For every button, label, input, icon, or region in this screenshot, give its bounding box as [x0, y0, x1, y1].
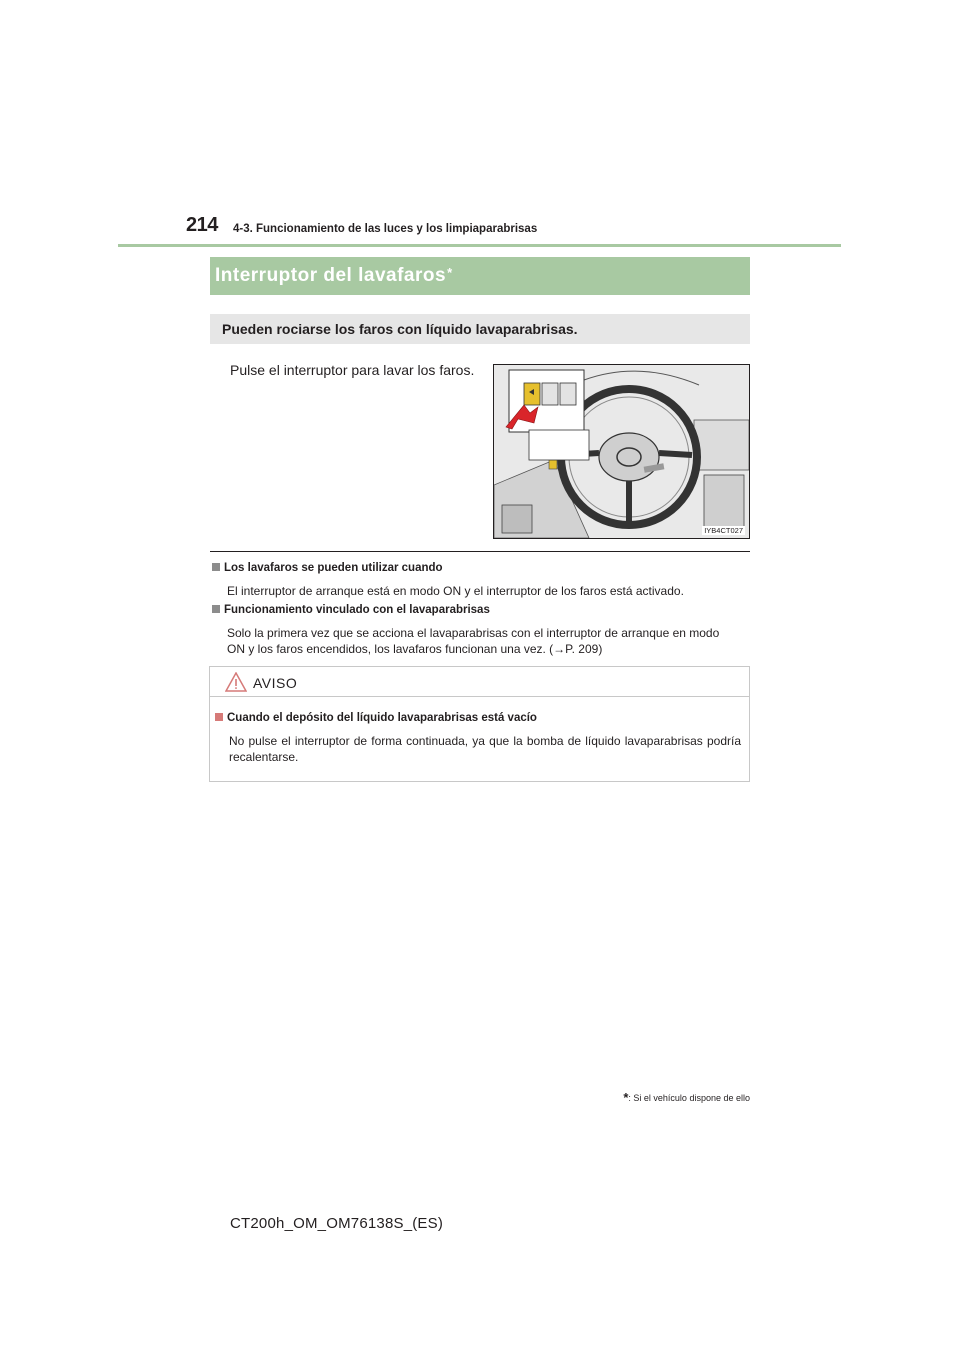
warning-title: AVISO: [253, 675, 298, 691]
instruction-text: Pulse el interruptor para lavar los faros.: [230, 362, 475, 378]
steering-wheel-illustration: [494, 365, 749, 538]
header-rule: [118, 244, 841, 247]
page-number: 214: [186, 214, 218, 236]
warning-header-rule: [210, 696, 749, 697]
title-bar: [210, 257, 750, 295]
square-bullet-icon: [215, 713, 223, 721]
page-title: Interruptor del lavafaros*: [215, 265, 453, 286]
notes-divider: [210, 551, 750, 552]
square-bullet-icon: [212, 605, 220, 613]
warning-item-heading: Cuando el depósito del líquido lavaparabrisas está vacío: [215, 712, 537, 724]
note-heading: Los lavafaros se pueden utilizar cuando: [212, 562, 443, 574]
note-body: Solo la primera vez que se acciona el lavaparabrisas con el interruptor de arranque en modo ON y los faros encendidos, los lavafaros funcionan una vez. (→P. 209): [227, 626, 720, 656]
summary-bar: Pueden rociarse los faros con líquido lavaparabrisas.: [210, 314, 750, 344]
note-heading: Funcionamiento vinculado con el lavaparabrisas: [212, 604, 490, 616]
footnote: *: Si el vehículo dispone de ello: [623, 1090, 750, 1105]
square-bullet-icon: [212, 563, 220, 571]
warning-item-body: No pulse el interruptor de forma continuada, ya que la bomba de líquido lavaparabrisas podría recalentarse.: [229, 734, 741, 764]
asterisk-icon: *: [447, 265, 453, 280]
dashboard-illustration: [493, 364, 750, 539]
warning-box: [209, 666, 750, 782]
document-code: CT200h_OM_OM76138S_(ES): [230, 1215, 444, 1232]
note-body: El interruptor de arranque está en modo ON y el interruptor de los faros está activado.: [227, 584, 684, 598]
section-header: 4-3. Funcionamiento de las luces y los limpiaparabrisas: [233, 223, 538, 235]
warning-triangle-icon: [225, 672, 247, 692]
asterisk-icon: *: [623, 1090, 629, 1105]
figure-code: IYB4CT027: [704, 526, 743, 535]
